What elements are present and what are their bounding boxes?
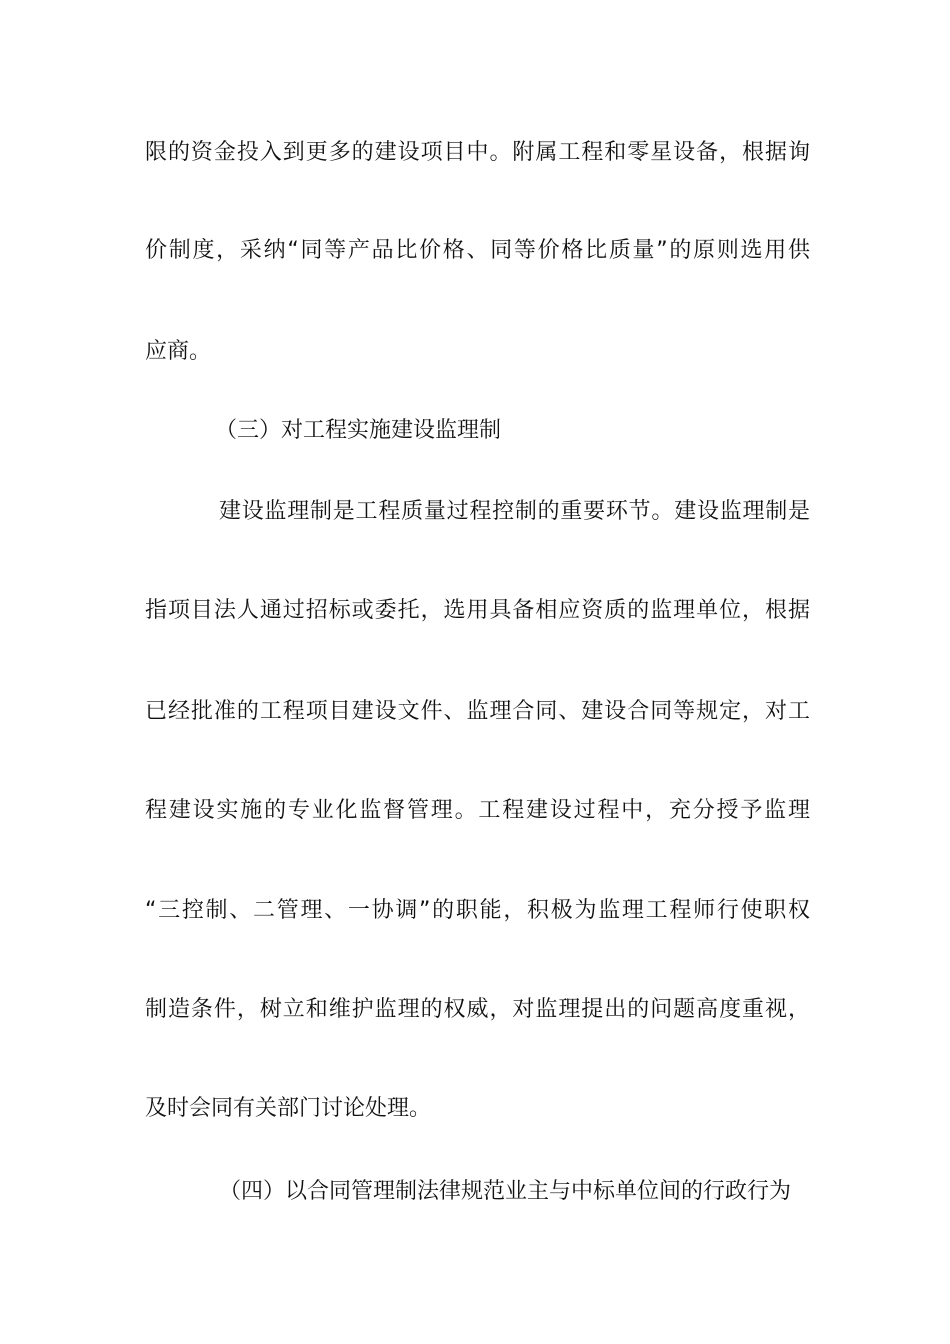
text-line: 已经批准的工程项目建设文件、监理合同、建设合同等规定，对工	[145, 699, 810, 724]
text-line: 及时会同有关部门讨论处理。	[145, 1096, 432, 1121]
text-line: “三控制、二管理、一协调”的职能，积极为监理工程师行使职权	[145, 898, 810, 923]
text-line: 制造条件，树立和维护监理的权威，对监理提出的问题高度重视，	[145, 997, 810, 1022]
section-heading: （四）以合同管理制法律规范业主与中标单位间的行政行为	[219, 1179, 792, 1204]
text-line: 限的资金投入到更多的建设项目中。附属工程和零星设备，根据询	[145, 140, 810, 165]
text-line: 建设监理制是工程质量过程控制的重要环节。建设监理制是	[219, 499, 810, 524]
section-heading: （三）对工程实施建设监理制	[215, 418, 502, 443]
text-line: 程建设实施的专业化监督管理。工程建设过程中，充分授予监理	[145, 798, 810, 823]
text-line: 价制度，采纳“同等产品比价格、同等价格比质量”的原则选用供	[145, 238, 810, 263]
text-line: 指项目法人通过招标或委托，选用具备相应资质的监理单位，根据	[145, 598, 810, 623]
text-line: 应商。	[145, 339, 212, 364]
